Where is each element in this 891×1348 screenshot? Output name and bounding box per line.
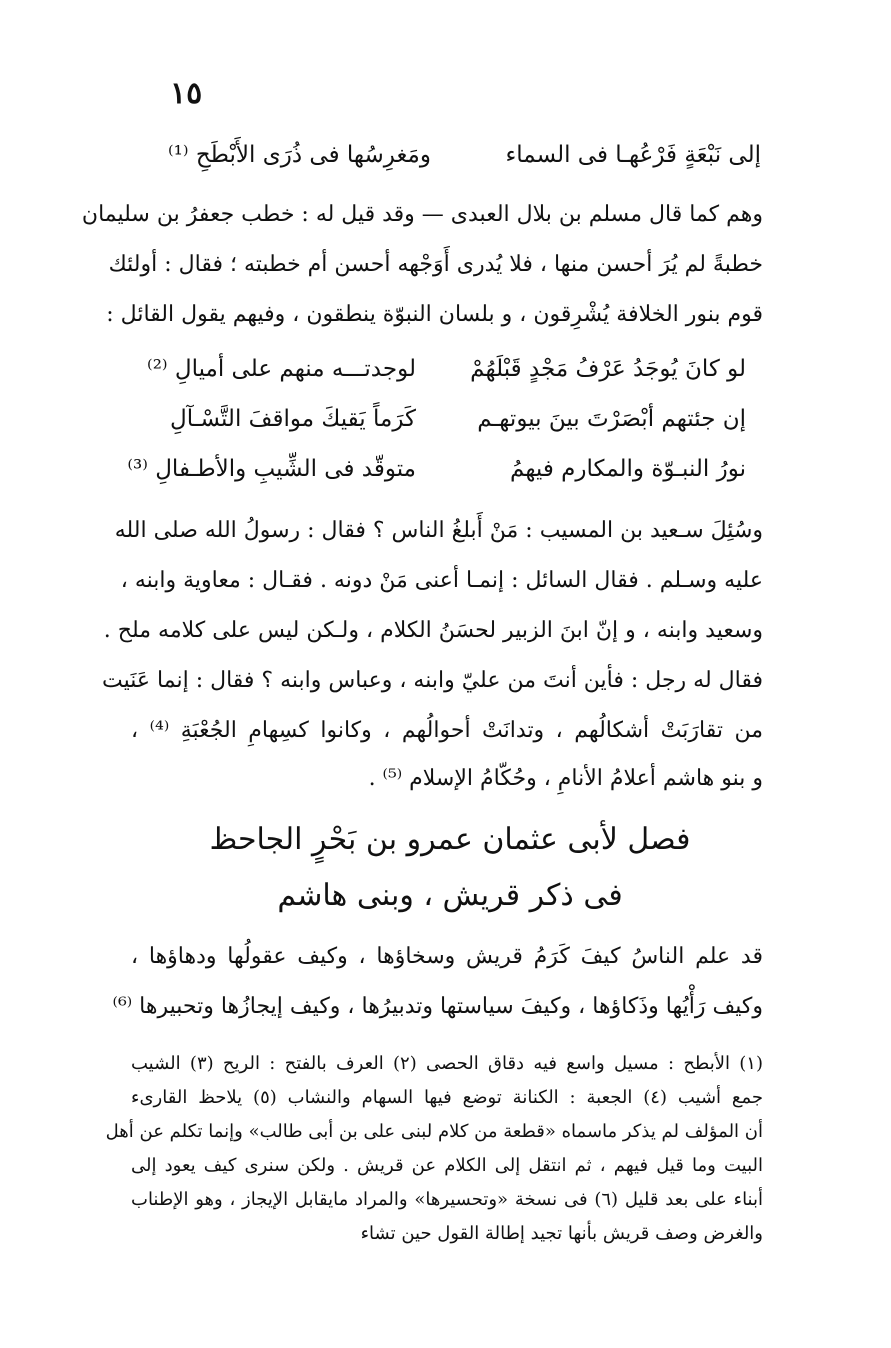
- section-heading: فصل لأبى عثمان عمرو بن بَحْرٍ الجاحظ: [209, 822, 691, 857]
- section-subheading: فى ذكر قريش ، وبنى هاشم: [277, 878, 623, 913]
- top-verse-hemistich-1: إلى نَبْعَةٍ فَرْعُهـا فى السماء: [505, 142, 761, 168]
- text-line: وكيف رَأْيُها وذَكاؤها ، وكيفَ سياستها وتدبيرُها ، وكيف إيجازُها وتحبيرها ⁽⁶⁾: [112, 994, 763, 1019]
- footnote-line: والغرض وصف قريش بأنها تجيد إطالة القول حين تشاء: [360, 1223, 763, 1244]
- poem-line-2-b: كَرَماً يَقيكَ مواقفَ التَّسْـآلِ: [170, 406, 416, 432]
- footnote-line: البيت وما قيل فيهم ، ثم انتقل إلى الكلام عن قريش . ولكن سنرى كيف يعود إلى: [131, 1155, 763, 1176]
- text-line: خطبةً لم يُرَ أحسن منها ، فلا يُدرى أَوَجْهه أحسن أم خطبته ؛ فقال : أولئك: [108, 252, 763, 277]
- poem-line-1-b: لوجدتـــه منهم على أميالِ ⁽²⁾: [147, 356, 416, 382]
- text-line: وسعيد وابنه ، و إنّ ابنَ الزبير لحسَنُ الكلام ، ولـكن ليس على كلامه ملح .: [103, 618, 763, 643]
- text-line: وسُئِلَ سـعيد بن المسيب : مَنْ أَبلغُ الناس ؟ فقال : رسولُ الله صلى الله: [114, 518, 763, 543]
- text-line: عليه وسـلم . فقال السائل : إنمـا أعنى مَنْ دونه . فقـال : معاوية وابنه ،: [120, 568, 763, 593]
- poem-line-3-b: متوقّد فى الشِّيبِ والأطـفالِ ⁽³⁾: [127, 456, 416, 482]
- top-verse-hemistich-2: ومَغرِسُها فى ذُرَى الأَبْطَحِ ⁽¹⁾: [167, 142, 431, 168]
- text-line: قوم بنور الخلافة يُشْرِقون ، و بلسان النبوّة ينطقون ، وفيهم يقول القائل :: [106, 302, 763, 327]
- text-line: و بنو هاشم أعلامُ الأنامِ ، وحُكّامُ الإسلام ⁽⁵⁾ .: [368, 766, 763, 791]
- page-number: ١٥: [170, 76, 203, 111]
- text-line: وهم كما قال مسلم بن بلال العبدى — وقد قيل له : خطب جعفرُ بن سليمان: [81, 202, 763, 227]
- poem-line-3-a: نورُ النبـوّة والمكارم فيهمُ: [510, 456, 746, 482]
- footnote-line: جمع أشيب (٤) الجعبة : الكنانة توضع فيها السهام والنشاب (٥) يلاحظ القارىء: [131, 1087, 764, 1108]
- text-line: من تقارَبَتْ أشكالُهم ، وتدانَتْ أحوالُهم ، وكانوا كسِهامِ الجُعْبَةِ ⁽⁴⁾ ،: [131, 718, 764, 743]
- footnote-line: (١) الأبطح : مسيل واسع فيه دقاق الحصى (٢) العرف بالفتح : الريح (٣) الشيب: [131, 1053, 763, 1074]
- footnote-line: أبناء على بعد قليل (٦) فى نسخة «وتحسيرها» والمراد مايقابل الإيجاز ، وهو الإطناب: [131, 1189, 763, 1210]
- text-line: فقال له رجل : فأين أنتَ من عليّ وابنه ، وعباس وابنه ؟ فقال : إنما عَنَيت: [102, 668, 763, 693]
- poem-line-2-a: إن جئتهم أبْصَرْتَ بينَ بيوتهـم: [477, 406, 746, 432]
- poem-line-1-a: لو كانَ يُوجَدُ عَرْفُ مَجْدٍ قَبْلَهُمْ: [470, 356, 746, 382]
- footnote-line: أن المؤلف لم يذكر ماسماه «قطعة من كلام لبنى على بن أبى طالب» وإنما تكلم عن أهل: [105, 1121, 763, 1142]
- text-line: قد علم الناسُ كيفَ كَرَمُ قريش وسخاؤها ، وكيف عقولُها ودهاؤها ،: [131, 944, 763, 969]
